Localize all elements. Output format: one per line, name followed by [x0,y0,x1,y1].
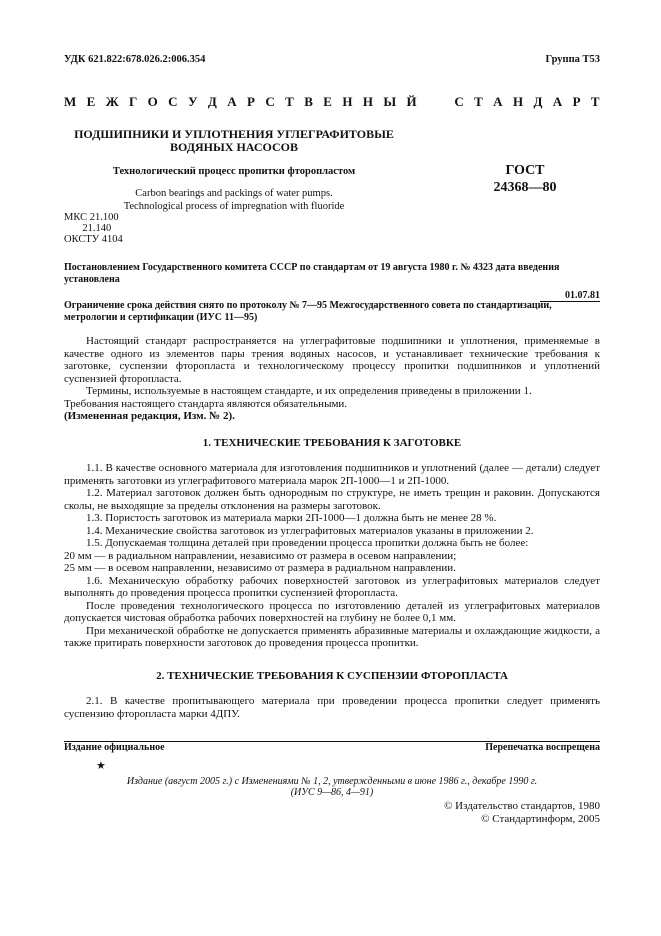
gost-designation [450,162,600,196]
mks-code-2: 21.140 [64,223,112,234]
section-1-title: 1. ТЕХНИЧЕСКИЕ ТРЕБОВАНИЯ К ЗАГОТОВКЕ [202,437,462,449]
section-2-body [64,695,600,720]
standard-banner [64,94,600,110]
limitation-note: Ограничение срока действия снято по протоколу № 7—95 Межгосударственного совета по стандартизации, метрологии и сертификации (ИУС 11—95) [64,300,552,323]
banner-letter: А [552,94,563,109]
banner-letter: Р [572,94,581,109]
decree-text: Постановлением Государственного комитета СССР по стандартам от 19 августа 1980 г. № 4323 дата введения установлена [64,262,560,285]
banner-letter: В [304,94,313,109]
banner-letter: Г [128,94,138,109]
banner-letter: Е [323,94,332,109]
banner-letter: Т [285,94,294,109]
banner-letter: Т [474,94,483,109]
copyright-line-2: © Стандартинформ, 2005 [481,813,600,825]
clause: 1.6. Механическую обработку рабочих поверхностей заготовок из углеграфитовых материалов следует выполнять до проведения процесса пропитки суспензией фторопласта. [64,574,600,599]
clause: 1.2. Материал заготовок должен быть однородным по структуре, не иметь трещин и раковин. Допускаются сколы, не выходящие за пределы отклонения на размеры заготовок. [64,487,600,512]
banner-letter: Н [512,94,524,109]
banner-letter: М [64,94,77,109]
gost-label: ГОСТ [505,163,545,178]
banner-letter: Ж [105,94,119,109]
clause: 1.5. Допускаемая толщина деталей при проведении процесса пропитки должна быть не более: [86,537,529,549]
banner-letter: Т [590,94,600,109]
english-title [64,188,404,213]
classification-codes [64,212,123,245]
banner-letter: Д [533,94,543,109]
group-code: Группа Т53 [545,54,600,65]
banner-letter: Е [86,94,96,109]
intro-paragraph: Требования настоящего стандарта являются обязательными. [64,397,348,410]
copyright-line-1: © Издательство стандартов, 1980 [444,800,600,812]
banner-letter: Н [362,94,373,109]
title-line-1: ПОДШИПНИКИ И УПЛОТНЕНИЯ УГЛЕГРАФИТОВЫЕ [74,127,394,141]
english-title-line-1: Carbon bearings and packings of water pumps. [135,188,333,199]
banner-letter: Н [342,94,353,109]
clause: При механической обработке не допускается применять абразивные материалы и охлаждающие жидкости, а также притирать поверхности заготовок до проведения процесса пропитки. [64,624,600,649]
gost-number: 24368—80 [493,180,557,195]
amendment-note: (Измененная редакция, Изм. № 2). [64,410,235,422]
edition-info [64,776,600,798]
banner-letter: А [227,94,237,109]
edition-line-2: (ИУС 9—86, 4—91) [290,787,374,798]
clause: 1.4. Механические свойства заготовок из углеграфитовых материалов указаны в приложении 2. [86,524,534,537]
introduction-date: 01.07.81 [540,290,600,302]
clause-item: 20 мм — в радиальном направлении, независимо от размера в осевом направлении; [64,549,457,562]
banner-letter: С [454,94,464,109]
mks-code-1: МКС 21.100 [64,212,119,223]
introduction [64,335,600,423]
banner-letter [427,94,430,110]
intro-paragraph: Настоящий стандарт распространяется на углеграфитовые подшипники и уплотнения, применяемые в качестве одного из элементов пары трения водяных насосов, и устанавливает технические требования к заготовке, суспензии фторопласта и технологическому процессу пропитки подшипников и уплотнений суспензией фторопласта. [64,335,600,385]
banner-letter: У [187,94,198,109]
banner-letter: А [493,94,503,109]
clause: 2.1. В качестве пропитывающего материала при проведении процесса пропитки следует применять суспензию фторопласта марки 4ДПУ. [64,695,600,720]
clause: После проведения технологического процесса по изготовлению деталей из углеграфитовых материалов допускается чистовая обработка рабочих поверхностей на глубину не более 0,1 мм. [64,599,600,624]
banner-letter: Ы [383,94,397,109]
document-title [64,128,404,153]
official-edition: Издание официальное [64,742,165,753]
reprint-notice: Перепечатка воспрещена [485,742,600,753]
edition-line-1: Издание (август 2005 г.) с Изменениями № 1, 2, утвержденными в июне 1986 г., декабре 1990 г. [126,776,538,787]
banner-letter: С [168,94,178,109]
banner-letter [441,94,444,110]
clause: 1.1. В качестве основного материала для изготовления подшипников и уплотнений (далее — детали) следует применять заготовки из углеграфитового материала марок 2П-1000—1 и 2П-1000. [64,462,600,487]
banner-letter: О [147,94,158,109]
document-subtitle: Технологический процесс пропитки фторопластом [112,166,356,177]
star-icon: ★ [96,760,106,772]
udk-code: УДК 621.822:678.026.2:006.354 [64,54,206,65]
clause-item: 25 мм — в осевом направлении, независимо от размера в радиальном направлении. [64,562,456,574]
intro-paragraph: Термины, используемые в настоящем стандарте, и их определения приведены в приложении 1. [86,385,532,397]
okstu-code: ОКСТУ 4104 [64,234,123,245]
banner-letter: Р [247,94,255,109]
english-title-line-2: Technological process of impregnation with fluoride [123,200,345,212]
clause: 1.3. Пористость заготовок из материала марки 2П-1000—1 должна быть не менее 28 %. [86,512,497,524]
banner-letter: Й [406,94,417,109]
section-2-title: 2. ТЕХНИЧЕСКИЕ ТРЕБОВАНИЯ К СУСПЕНЗИИ ФТОРОПЛАСТА [156,670,508,682]
copyright [380,800,600,826]
banner-letter: С [265,94,275,109]
banner-letter: Д [207,94,217,109]
title-line-2: ВОДЯНЫХ НАСОСОВ [170,139,298,154]
section-1-body [64,462,600,650]
